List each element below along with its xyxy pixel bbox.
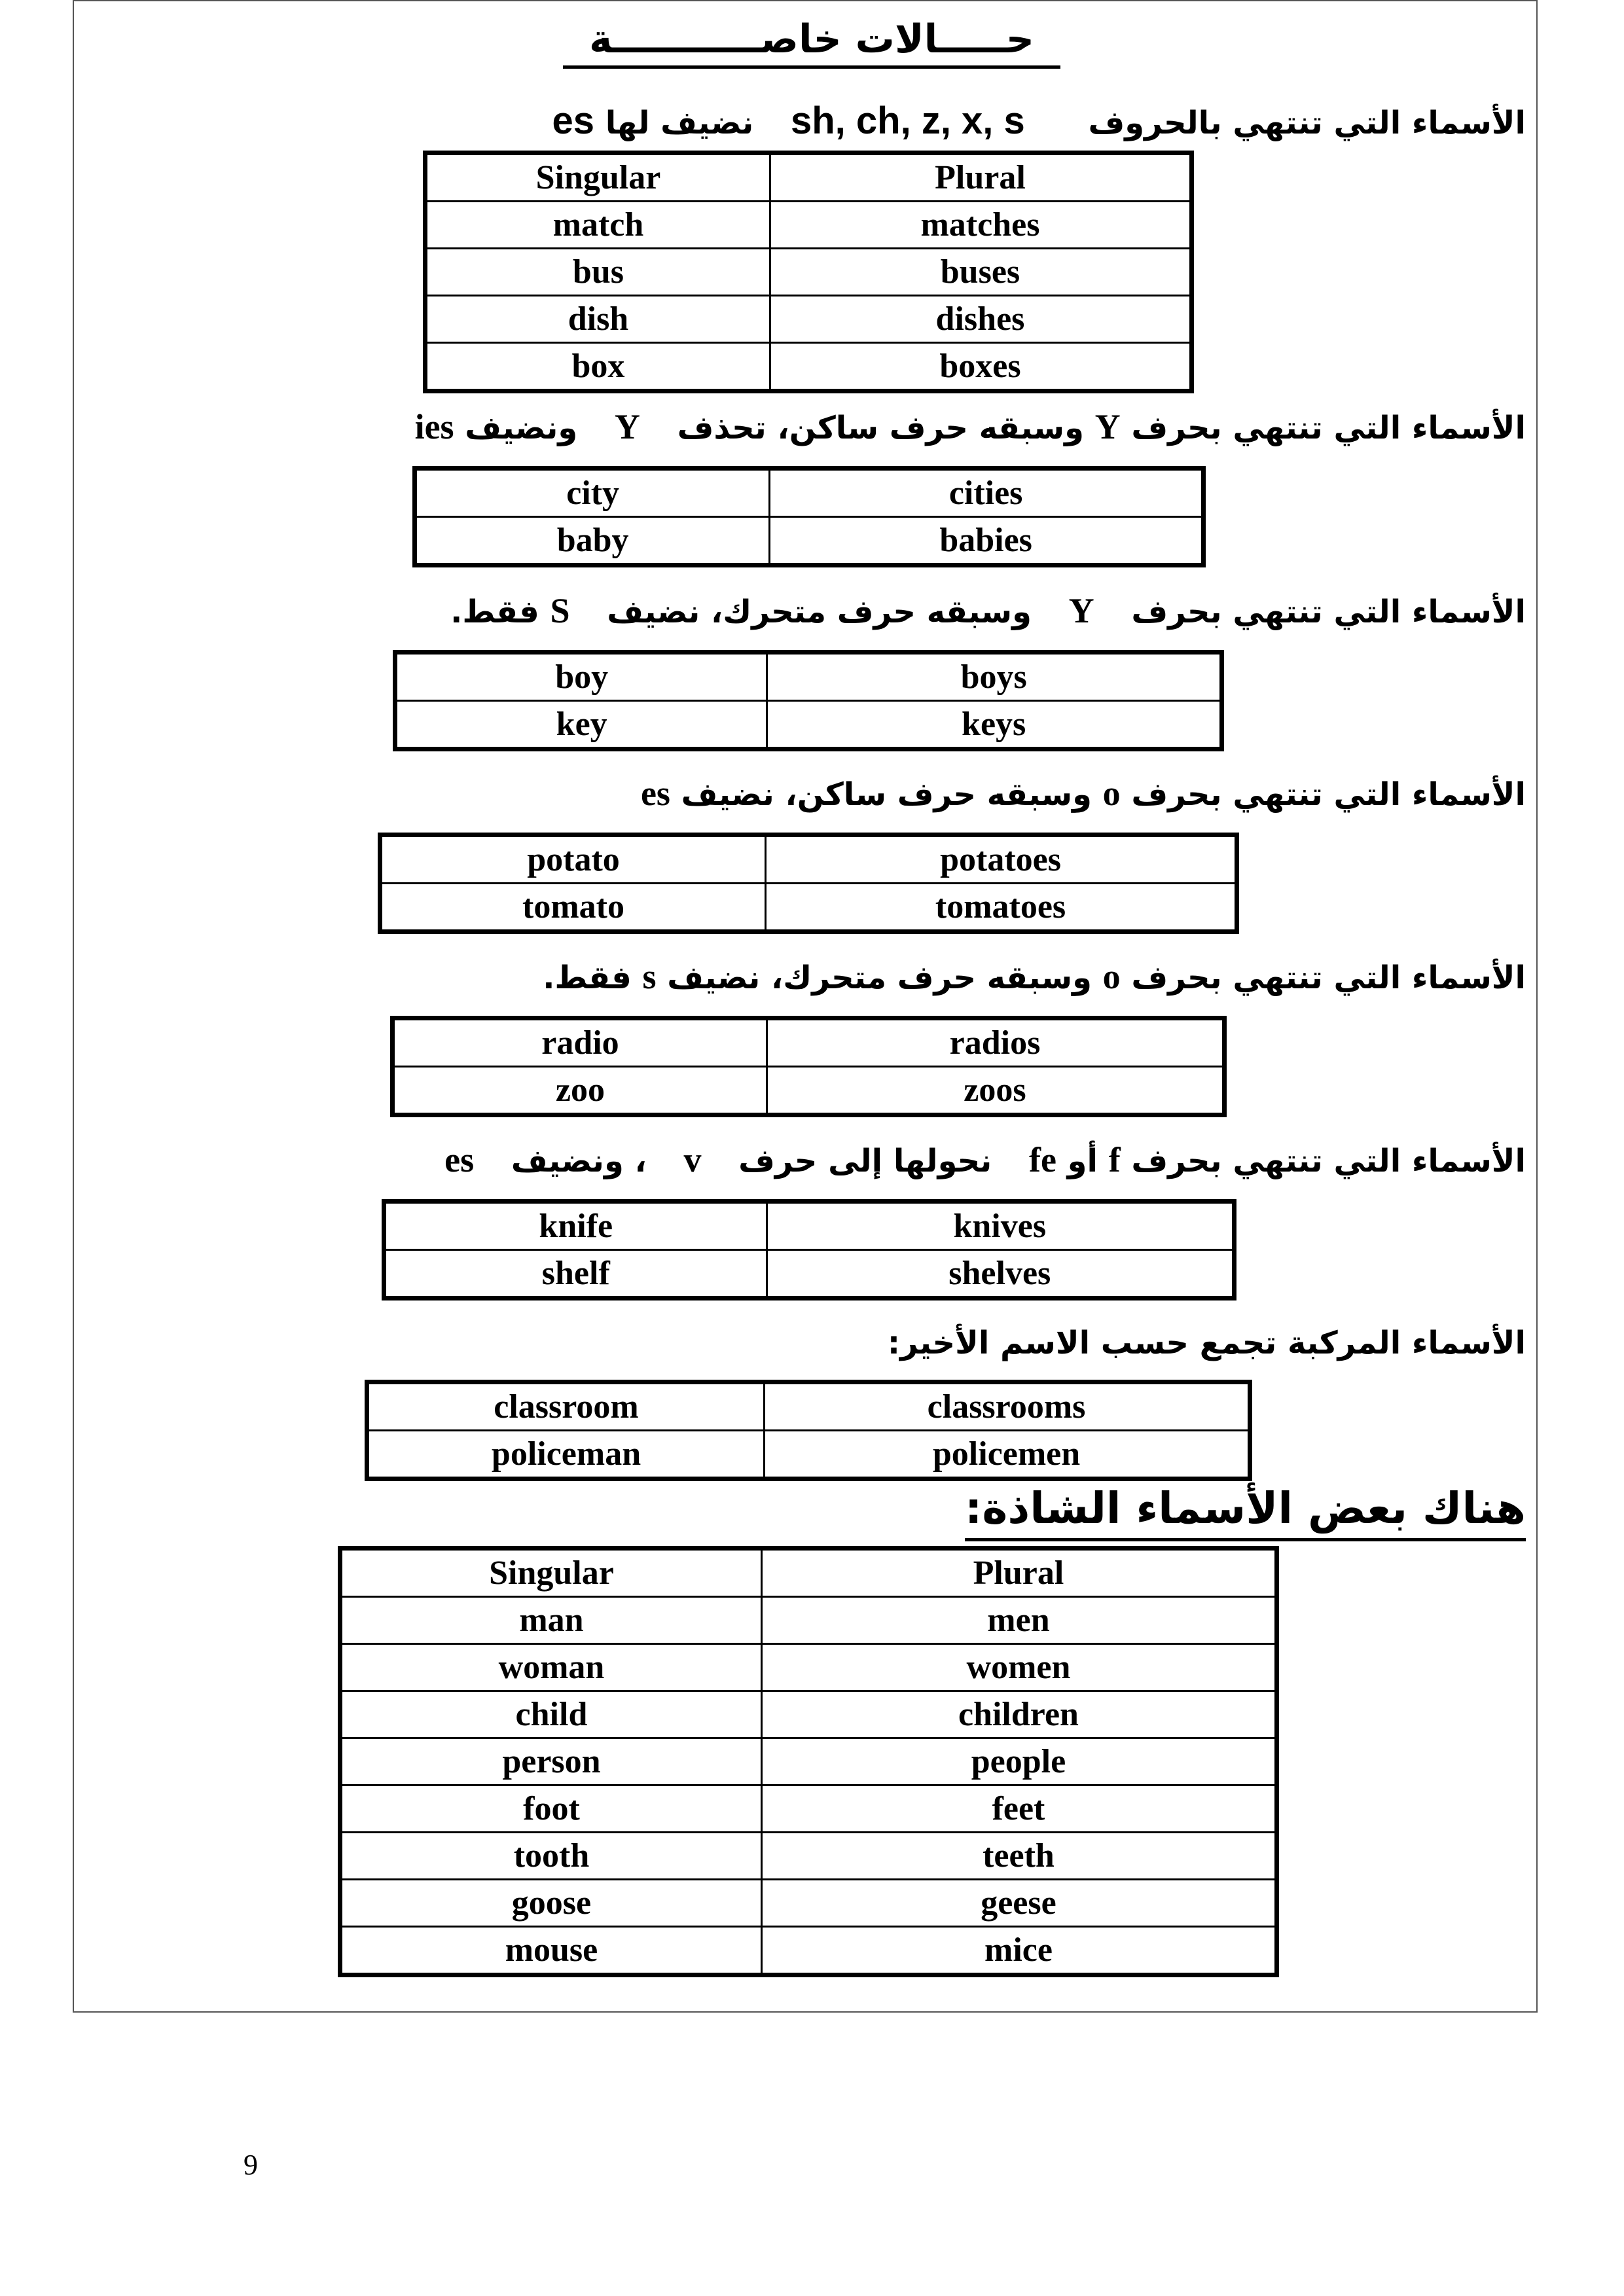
rule-text: وسبقه حرف ساكن، تحذف <box>677 410 1084 446</box>
rule-text: الأسماء المركبة تجمع حسب الاسم الأخير: <box>887 1325 1526 1361</box>
rule-text: الأسماء التي تنتهي بحرف <box>1131 776 1526 813</box>
rule-text: نضيف لها <box>605 105 754 141</box>
plural-cell: feet <box>761 1785 1276 1833</box>
singular-cell: match <box>425 202 770 249</box>
irregular-heading: هناك بعض الأسماء الشاذة: <box>965 1479 1526 1541</box>
rule-letter: o <box>1102 774 1121 813</box>
plural-cell: shelves <box>767 1250 1234 1299</box>
table-row <box>425 343 1192 391</box>
table-row <box>367 1382 1250 1431</box>
plural-cell: teeth <box>761 1833 1276 1880</box>
plural-cell: men <box>761 1597 1276 1644</box>
table-row <box>340 1880 1277 1927</box>
singular-cell: goose <box>340 1880 762 1927</box>
plural-cell: boxes <box>770 343 1191 391</box>
table-f-fe <box>382 1199 1236 1300</box>
plural-cell: dishes <box>770 296 1191 343</box>
table-row <box>384 1202 1235 1250</box>
rule-letter: Y <box>1068 591 1094 630</box>
table-consonant-y <box>412 466 1206 567</box>
plural-cell: mice <box>761 1927 1276 1975</box>
rule-text: وسبقه حرف ساكن، نضيف <box>681 776 1092 813</box>
singular-cell: shelf <box>384 1250 767 1299</box>
singular-cell: Singular <box>425 153 770 202</box>
rule-compound <box>888 1320 1526 1366</box>
plural-cell: cities <box>770 469 1204 517</box>
table-row <box>340 1644 1277 1691</box>
table-row <box>425 249 1192 296</box>
plural-cell: potatoes <box>766 835 1237 884</box>
plural-cell: geese <box>761 1880 1276 1927</box>
rule-suffix: es <box>640 774 670 813</box>
table-row <box>393 1018 1225 1067</box>
table-row <box>340 1738 1277 1785</box>
rule-vowel-y <box>450 588 1526 634</box>
rule-letters: sh, ch, z, x, s <box>790 99 1025 142</box>
rule-letter: fe <box>1029 1140 1056 1179</box>
rule-text: الأسماء التي تنتهي بالحروف <box>1088 105 1526 141</box>
singular-cell: city <box>415 469 770 517</box>
table-row <box>340 1691 1277 1738</box>
table-row <box>384 1250 1235 1299</box>
rule-text: وسبقه حرف متحرك، نضيف <box>607 594 1032 630</box>
singular-cell: tooth <box>340 1833 762 1880</box>
plural-cell: boys <box>767 653 1222 701</box>
table-row <box>425 296 1192 343</box>
rule-letter: Y <box>614 407 640 446</box>
rule-vowel-o <box>543 954 1526 999</box>
table-row <box>380 884 1237 932</box>
table-row <box>380 835 1237 884</box>
rule-text: الأسماء التي تنتهي بحرف <box>1131 1143 1526 1179</box>
singular-cell: key <box>395 701 767 749</box>
rule-consonant-o <box>641 770 1526 816</box>
table-row <box>415 517 1204 565</box>
rule-consonant-y <box>415 404 1526 450</box>
singular-cell: bus <box>425 249 770 296</box>
table-row <box>340 1927 1277 1975</box>
table-row <box>340 1549 1277 1597</box>
rule-text: نحولها إلى حرف <box>738 1143 992 1179</box>
plural-cell: Plural <box>761 1549 1276 1597</box>
table-row <box>425 153 1192 202</box>
rule-suffix: S <box>550 591 570 630</box>
plural-cell: classrooms <box>765 1382 1250 1431</box>
plural-cell: matches <box>770 202 1191 249</box>
rule-suffix: s <box>642 957 657 996</box>
rule-letter: Y <box>1094 407 1121 446</box>
table-row <box>425 202 1192 249</box>
rule-letter: o <box>1102 957 1121 996</box>
table-row <box>340 1833 1277 1880</box>
rule-text: الأسماء التي تنتهي بحرف <box>1131 594 1526 630</box>
table-compound <box>365 1380 1252 1481</box>
plural-cell: knives <box>767 1202 1234 1250</box>
rule-suffix: ies <box>414 407 454 446</box>
rule-sh-ch-z-x-s <box>552 98 1526 144</box>
singular-cell: woman <box>340 1644 762 1691</box>
singular-cell: Singular <box>340 1549 762 1597</box>
page-number: 9 <box>244 2149 258 2181</box>
singular-cell: tomato <box>380 884 766 932</box>
singular-cell: foot <box>340 1785 762 1833</box>
singular-cell: radio <box>393 1018 767 1067</box>
singular-cell: baby <box>415 517 770 565</box>
rule-text: ، ونضيف <box>511 1143 647 1179</box>
singular-cell: policeman <box>367 1431 765 1479</box>
singular-cell: mouse <box>340 1927 762 1975</box>
table-row <box>367 1431 1250 1479</box>
rule-letter: f <box>1108 1140 1121 1179</box>
table-row <box>395 653 1222 701</box>
table-row <box>395 701 1222 749</box>
plural-cell: keys <box>767 701 1222 749</box>
rule-letter: v <box>683 1140 702 1179</box>
singular-cell: knife <box>384 1202 767 1250</box>
table-irregular <box>338 1546 1279 1977</box>
singular-cell: dish <box>425 296 770 343</box>
rule-text: وسبقه حرف متحرك، نضيف <box>667 960 1092 996</box>
rule-text: أو <box>1067 1143 1098 1179</box>
plural-cell: babies <box>770 517 1204 565</box>
table-row <box>340 1785 1277 1833</box>
page-title: حـــــالات خاصـــــــــــة <box>563 13 1060 69</box>
rule-text: فقط. <box>450 594 539 630</box>
singular-cell: person <box>340 1738 762 1785</box>
plural-cell: people <box>761 1738 1276 1785</box>
singular-cell: boy <box>395 653 767 701</box>
table-vowel-o <box>390 1016 1227 1117</box>
plural-cell: Plural <box>770 153 1191 202</box>
rule-text: الأسماء التي تنتهي بحرف <box>1131 960 1526 996</box>
singular-cell: classroom <box>367 1382 765 1431</box>
plural-cell: policemen <box>765 1431 1250 1479</box>
plural-cell: radios <box>767 1018 1224 1067</box>
rule-text: فقط. <box>543 960 632 996</box>
table-row <box>415 469 1204 517</box>
plural-cell: women <box>761 1644 1276 1691</box>
plural-cell: zoos <box>767 1067 1224 1115</box>
plural-cell: children <box>761 1691 1276 1738</box>
plural-cell: tomatoes <box>766 884 1237 932</box>
table-vowel-y <box>393 650 1224 751</box>
plural-cell: buses <box>770 249 1191 296</box>
singular-cell: child <box>340 1691 762 1738</box>
rule-suffix: es <box>552 99 595 142</box>
singular-cell: box <box>425 343 770 391</box>
rule-text: الأسماء التي تنتهي بحرف <box>1131 410 1526 446</box>
rule-text: ونضيف <box>465 410 578 446</box>
singular-cell: man <box>340 1597 762 1644</box>
table-row <box>393 1067 1225 1115</box>
rule-suffix: es <box>444 1140 475 1179</box>
singular-cell: potato <box>380 835 766 884</box>
table-consonant-o <box>378 833 1239 934</box>
singular-cell: zoo <box>393 1067 767 1115</box>
rule-f-fe <box>444 1137 1526 1183</box>
table-row <box>340 1597 1277 1644</box>
table-es-nouns <box>423 151 1194 393</box>
